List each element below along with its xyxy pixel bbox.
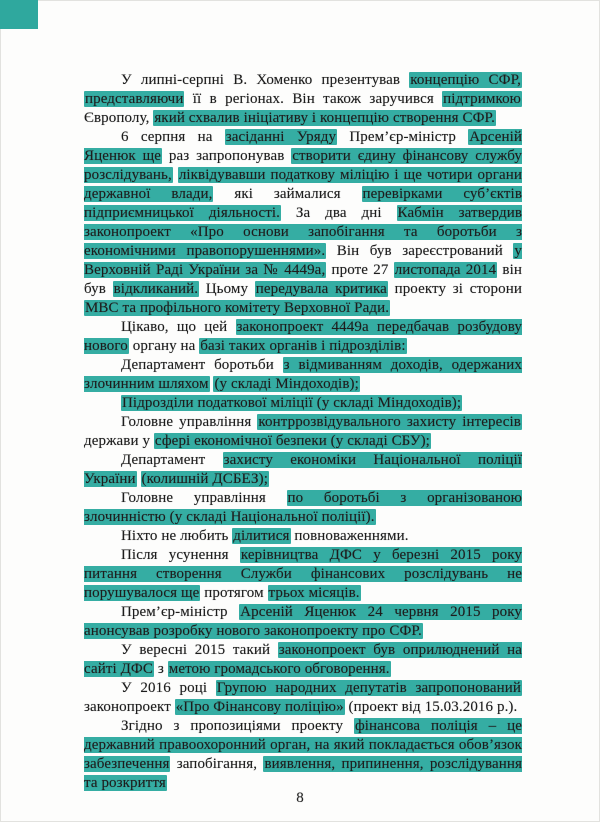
paragraph	[84, 603, 522, 641]
highlighted-text: трьох місяців.	[268, 585, 360, 601]
paragraph	[84, 546, 522, 603]
highlighted-text: представляючи	[85, 91, 184, 107]
highlighted-text: контррозвідувального захисту інтересів	[258, 414, 521, 430]
highlighted-text: фінансова поліція – це державний правоохоронний орган, на який покладається обов’язок забезпечення	[84, 718, 523, 772]
highlighted-text: базі таких органів і підрозділів:	[200, 338, 406, 354]
highlighted-text: Арсеній Яценюк ще	[84, 129, 522, 164]
text-run: Згідно з пропозиціями проекту	[121, 718, 354, 734]
document-text	[84, 71, 522, 793]
highlighted-text: захисту економіки Національної поліції України	[84, 452, 522, 487]
paragraph	[84, 413, 522, 451]
text-run: 6 серпня на	[121, 129, 225, 145]
text-run: проте 27	[326, 262, 394, 278]
paragraph	[84, 394, 522, 413]
highlighted-text: відкликаний.	[113, 281, 199, 297]
highlighted-text: засіданні Уряду	[225, 129, 337, 145]
paragraph	[84, 128, 522, 318]
text-run	[137, 471, 141, 487]
highlighted-text: (колишній ДСБЕЗ);	[141, 471, 268, 487]
text-run: Головне управління	[121, 490, 287, 506]
page-number: 8	[296, 790, 304, 806]
text-run: У вересні 2015 такий	[121, 642, 278, 658]
text-run: У липні-серпні В. Хоменко презентував	[121, 72, 410, 88]
highlighted-text: по боротьбі з організованою злочинністю (у складі Національної поліції).	[84, 490, 522, 525]
text-run: Європолу,	[84, 110, 154, 126]
paragraph	[84, 527, 522, 546]
highlighted-text: законопроект був оприлюднений на сайті ДФС	[84, 642, 522, 677]
paragraph	[84, 451, 522, 489]
text-run: Цьому	[199, 281, 255, 297]
highlighted-text: «Про Фінансову поліцію»	[175, 699, 344, 715]
highlighted-text: законопроект 4449а передбачав розбудову нового	[84, 319, 522, 354]
highlighted-text: Арсеній Яценюк 24 червня 2015 року анонсував розробку нового законопроекту про СФР.	[84, 604, 523, 639]
highlighted-text: ліквідувавши податкову міліцію і ще чотири органи державної влади,	[84, 167, 522, 202]
highlighted-text: який схвалив ініціативу і концепцію створення СФР.	[154, 110, 495, 126]
highlighted-text: концепцію СФР,	[410, 72, 521, 88]
highlighted-text: Підрозділи податкової міліції (у складі Міндоходів);	[122, 395, 462, 411]
text-run: з	[154, 661, 168, 677]
highlighted-text: керівництва ДФС у березні 2015 року питання створення Служби фінансових розслідувань не порушувалося ще	[84, 547, 522, 601]
paragraph	[84, 71, 522, 128]
highlighted-text: передувала критика	[255, 281, 387, 297]
paragraph	[84, 318, 522, 356]
highlighted-text: МВС та профільного комітету Верховної Ради.	[85, 300, 390, 316]
highlighted-text: у Верховній Раді України за № 4449а,	[84, 243, 522, 278]
page-corner-marker	[0, 0, 38, 29]
text-run: проекту зі сторони	[387, 281, 522, 297]
text-run: він був	[84, 262, 522, 297]
highlighted-text: створити єдину фінансову службу розслідувань,	[84, 148, 522, 183]
paragraph	[84, 717, 522, 793]
text-run: За два дні	[280, 205, 397, 221]
text-run: Він був зареєстрований	[326, 243, 514, 259]
text-run: які займалися	[213, 186, 362, 202]
text-run: Ніхто не любить	[121, 528, 233, 544]
highlighted-text: перевірками суб’єктів підприємницької діяльності.	[84, 186, 522, 221]
highlighted-text: виявлення, припинення, розслідування та розкриття	[84, 756, 522, 791]
paragraph	[84, 679, 522, 717]
highlighted-text: ділитися	[233, 528, 290, 544]
text-run: Прем’єр-міністр	[337, 129, 469, 145]
text-run: її в регіонах. Він також заручився	[184, 91, 443, 107]
text-run: Прем’єр-міністр	[121, 604, 240, 620]
text-run: законопроект	[84, 699, 175, 715]
text-run: Головне управління	[121, 414, 258, 430]
text-run: держави у	[84, 433, 154, 449]
text-run: протягом	[200, 585, 268, 601]
text-run: Департамент	[121, 452, 223, 468]
highlighted-text: Кабмін затвердив законопроект «Про основи запобігання та боротьби з економічними правопорушеннями».	[84, 205, 523, 259]
highlighted-text: з відмиванням доходів, одержаних злочинним шляхом	[84, 357, 523, 392]
highlighted-text: підтримкою	[443, 91, 521, 107]
text-run: повноваженнями.	[290, 528, 409, 544]
paragraph	[84, 641, 522, 679]
highlighted-text: (у складі Міндоходів);	[214, 376, 359, 392]
text-run: Цікаво, що цей	[121, 319, 236, 335]
paragraph	[84, 356, 522, 394]
highlighted-text: метою громадського обговорення.	[168, 661, 390, 677]
text-run: запобігання,	[170, 756, 264, 772]
text-run: раз запропонував	[162, 148, 292, 164]
highlighted-text: сфері економічної безпеки (у складі СБУ);	[154, 433, 430, 449]
highlighted-text: листопада 2014	[394, 262, 497, 278]
text-run: Після усунення	[121, 547, 240, 563]
text-run: (проект від 15.03.2016 р.).	[344, 699, 518, 715]
highlighted-text: Групою народних депутатів запропонований	[216, 680, 521, 696]
text-run: органу на	[128, 338, 200, 354]
text-run: У 2016 році	[121, 680, 216, 696]
text-run: Департамент боротьби	[121, 357, 283, 373]
paragraph	[84, 489, 522, 527]
